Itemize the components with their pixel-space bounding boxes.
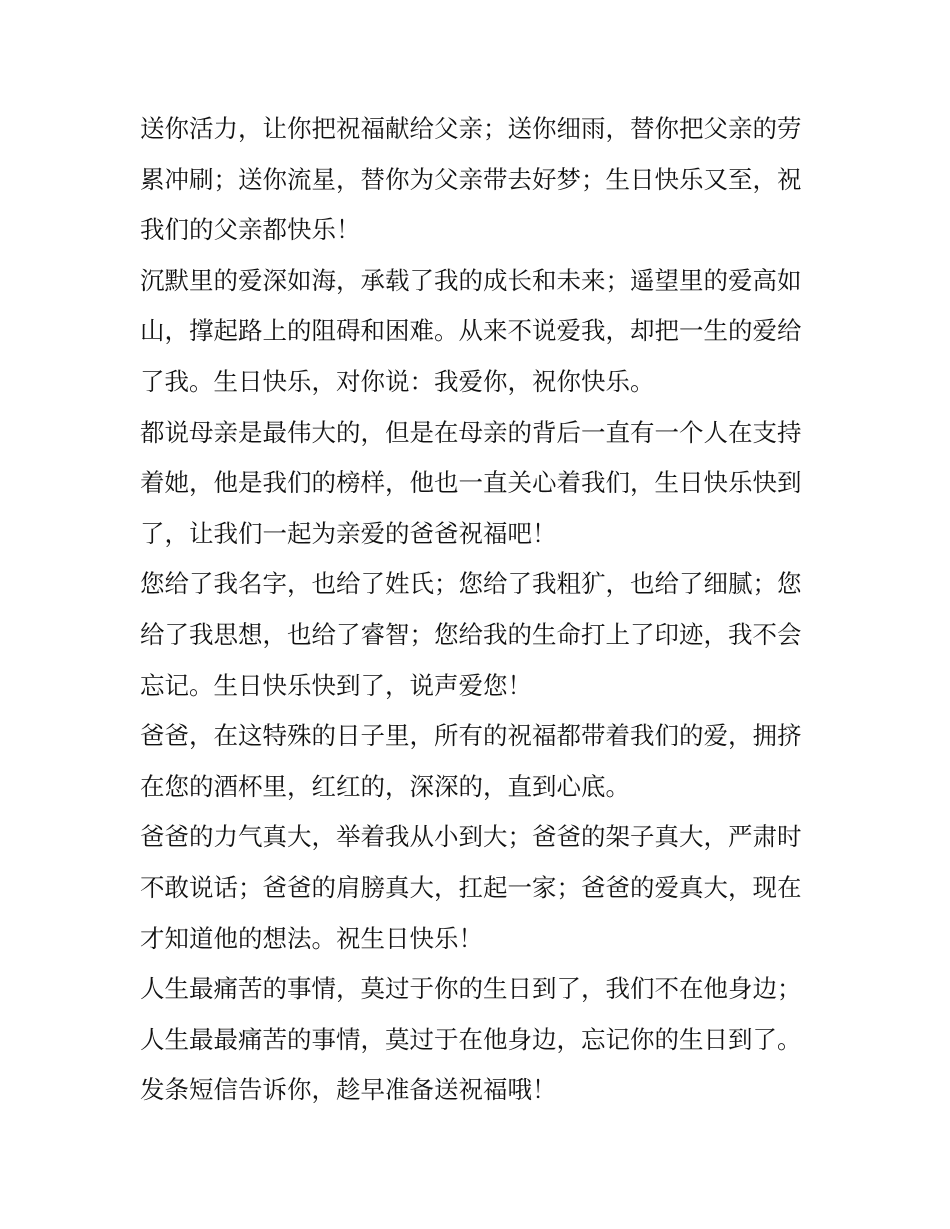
text-line: 在您的酒杯里，红红的，深深的，直到心底。	[140, 771, 630, 801]
document-body	[140, 104, 814, 1116]
text-line: 送你活力，让你把祝福献给父亲；送你细雨，替你把父亲的劳	[140, 114, 802, 143]
text-line: 发条短信告诉你，趁早准备送祝福哦！	[140, 1075, 557, 1105]
text-line: 不敢说话；爸爸的肩膀真大，扛起一家；爸爸的爱真大，现在	[140, 872, 802, 902]
text-line: 忘记。生日快乐快到了，说声爱您！	[140, 670, 532, 700]
text-line: 山，撑起路上的阻碍和困难。从来不说爱我，却把一生的爱给	[140, 316, 802, 346]
text-line: 累冲刷；送你流星，替你为父亲带去好梦；生日快乐又至，祝	[140, 164, 802, 194]
text-line: 都说母亲是最伟大的，但是在母亲的背后一直有一个人在支持	[140, 417, 802, 447]
text-line: 给了我思想，也给了睿智；您给我的生命打上了印迹，我不会	[140, 619, 802, 649]
text-line: 沉默里的爱深如海，承载了我的成长和未来；遥望里的爱高如	[140, 265, 802, 295]
text-line: 才知道他的想法。祝生日快乐！	[140, 923, 483, 953]
text-line: 了，让我们一起为亲爱的爸爸祝福吧！	[140, 518, 557, 548]
text-line: 人生最最痛苦的事情，莫过于在他身边，忘记你的生日到了。	[140, 1024, 802, 1054]
text-line: 了我。生日快乐，对你说：我爱你，祝你快乐。	[140, 366, 655, 396]
text-line: 爸爸，在这特殊的日子里，所有的祝福都带着我们的爱，拥挤	[140, 721, 802, 751]
text-line: 爸爸的力气真大，举着我从小到大；爸爸的架子真大，严肃时	[140, 822, 802, 852]
text-line: 我们的父亲都快乐！	[140, 215, 361, 245]
text-line: 着她，他是我们的榜样，他也一直关心着我们，生日快乐快到	[140, 468, 802, 498]
text-line: 您给了我名字，也给了姓氏；您给了我粗犷，也给了细腻；您	[140, 569, 802, 599]
text-line: 人生最痛苦的事情，莫过于你的生日到了，我们不在他身边；	[140, 974, 802, 1004]
